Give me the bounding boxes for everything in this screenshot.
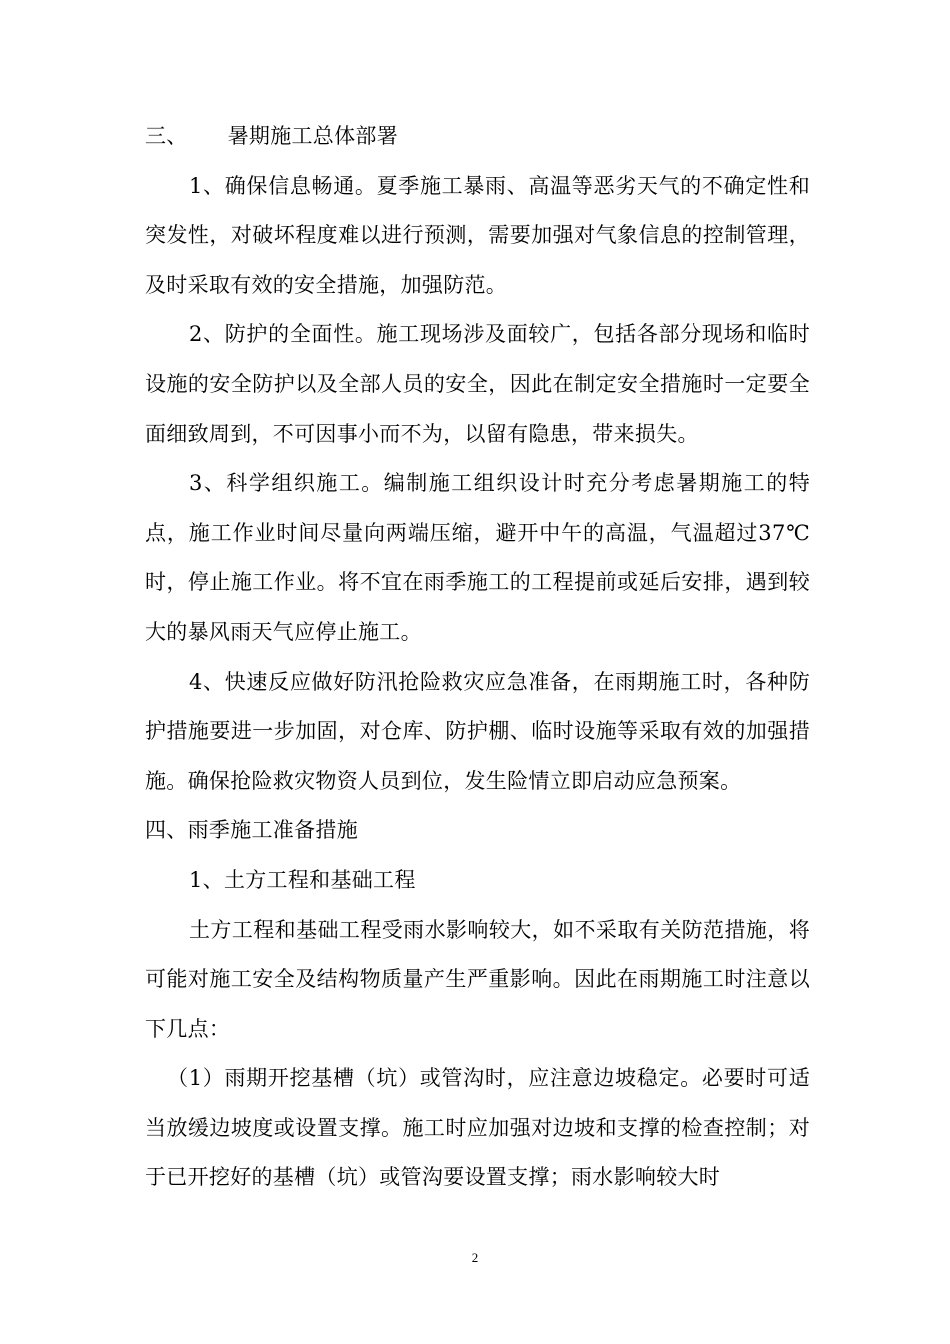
paragraph-3: 3、科学组织施工。编制施工组织设计时充分考虑暑期施工的特点，施工作业时间尽量向两端压缩，避开中午的高温，气温超过37℃时，停止施工作业。将不宜在雨季施工的工程提前或延后安排，遇到较大的暴风雨天气应停止施工。 (145, 471, 810, 644)
paragraph-4: 4、快速反应做好防汛抢险救灾应急准备，在雨期施工时，各种防护措施要进一步加固，对仓库、防护棚、临时设施等采取有效的加强措施。确保抢险救灾物资人员到位，发生险情立即启动应急预案。 (145, 669, 810, 793)
paragraph-1: 1、确保信息畅通。夏季施工暴雨、高温等恶劣天气的不确定性和突发性，对破坏程度难以进行预测，需要加强对气象信息的控制管理，及时采取有效的安全措施，加强防范。 (145, 173, 810, 297)
section-heading-3 (145, 112, 810, 162)
paragraph-5: 土方工程和基础工程受雨水影响较大，如不采取有关防范措施，将可能对施工安全及结构物质量产生严重影响。因此在雨期施工时注意以下几点： (145, 917, 810, 1041)
paragraph-2: 2、防护的全面性。施工现场涉及面较广，包括各部分现场和临时设施的安全防护以及全部人员的安全，因此在制定安全措施时一定要全面细致周到，不可因事小而不为，以留有隐患，带来损失。 (145, 322, 810, 446)
section-heading-3-number: 三、 (145, 124, 188, 148)
paragraph-6: （1）雨期开挖基槽（坑）或管沟时，应注意边坡稳定。必要时可适当放缓边坡度或设置支撑。施工时应加强对边坡和支撑的检查控制；对于已开挖好的基槽（坑）或管沟要设置支撑；雨水影响较大时 (145, 1066, 810, 1190)
subheading-1: 1、土方工程和基础工程 (189, 867, 416, 892)
section-heading-3-title: 暑期施工总体部署 (227, 124, 399, 148)
document-body (145, 112, 810, 1203)
section-heading-4: 四、雨季施工准备措施 (145, 818, 358, 843)
page-number: 2 (471, 1250, 479, 1265)
